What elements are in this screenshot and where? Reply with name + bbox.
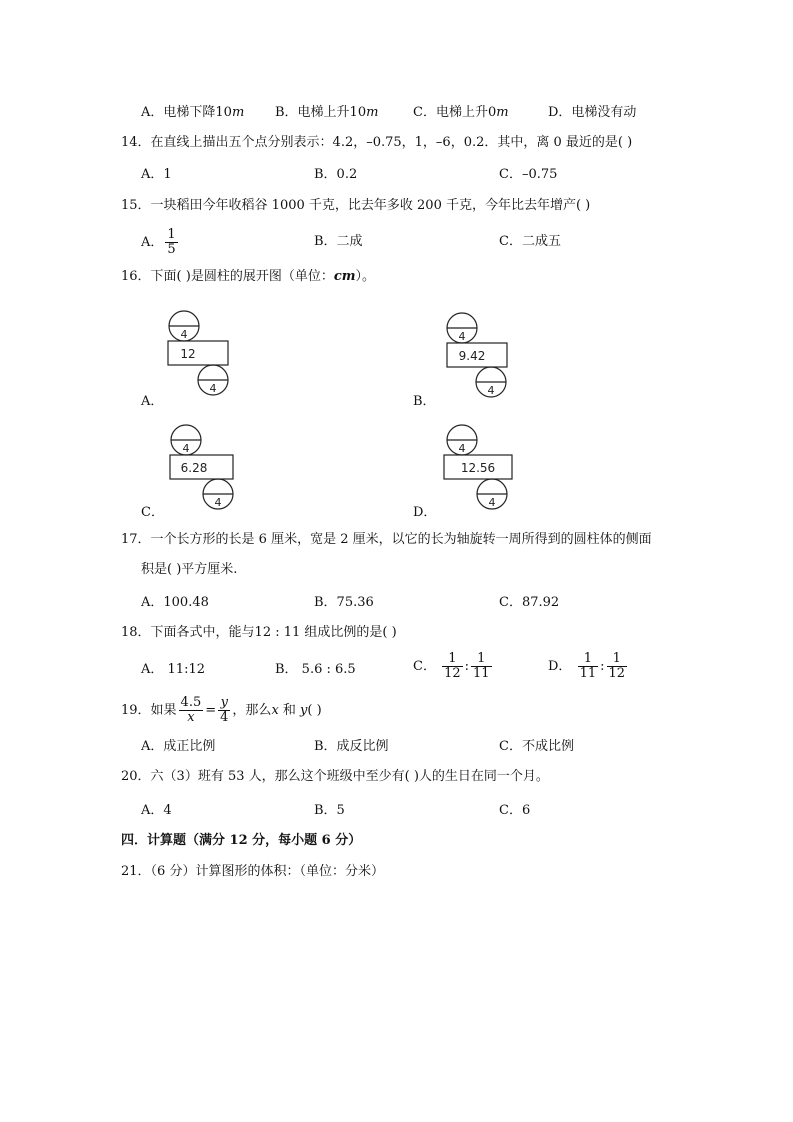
q16-figure-b <box>440 306 520 402</box>
q19-prefix: 19．如果 <box>121 703 177 718</box>
bottom-circle-label: 4 <box>214 496 222 509</box>
unit-m: m <box>496 105 509 120</box>
q17-option-b: B．75.36 <box>314 595 374 610</box>
unit-m: m <box>366 105 379 120</box>
q14-option-b: B．0.2 <box>314 167 358 182</box>
q13-option-c-text: C．电梯上升0 <box>413 105 497 120</box>
equals-sign: = <box>205 703 217 718</box>
side-rectangle <box>168 341 228 365</box>
q16-stem-end: ）。 <box>355 269 376 284</box>
q14-stem: 14．在直线上描出五个点分别表示：4.2，–0.75，1，–6，0.2．其中，离 0 最近的是( ) <box>121 135 633 150</box>
q16-option-c-label: C． <box>141 505 164 520</box>
q13-option-d: D．电梯没有动 <box>548 105 637 120</box>
fraction <box>179 696 204 725</box>
q16-figure-c <box>160 418 250 514</box>
q18-option-c-label: C． <box>413 659 436 674</box>
top-circle-label: 4 <box>458 330 466 343</box>
q19-stem <box>121 696 322 725</box>
fraction-numerator: 1 <box>607 652 628 667</box>
bottom-circle-label: 4 <box>209 382 217 395</box>
fraction-numerator: 1 <box>442 652 463 667</box>
q17-stem-line2: 积是( )平方厘米. <box>141 562 238 577</box>
top-circle-label: 4 <box>182 442 190 455</box>
q13-option-b <box>275 103 378 123</box>
q16-stem-text: 16．下面( )是圆柱的展开图（单位： <box>121 269 334 284</box>
fraction <box>165 228 177 257</box>
section-title: 四．计算题（满分 12 分，每小题 6 分） <box>121 833 362 848</box>
fraction-numerator: y <box>218 696 230 711</box>
fraction <box>442 652 463 681</box>
fraction-denominator: 11 <box>579 666 597 681</box>
q20-stem: 20．六（3）班有 53 人，那么这个班级中至少有( )人的生日在同一个月。 <box>121 769 549 784</box>
q21-stem: 21．（6 分）计算图形的体积：（单位：分米） <box>121 864 384 879</box>
top-circle-label: 4 <box>458 442 466 455</box>
q16-option-a-label: A． <box>141 394 164 409</box>
fraction-denominator: 4 <box>220 710 229 725</box>
unit-m: m <box>231 105 245 120</box>
fraction-denominator: 12 <box>444 666 461 681</box>
q13-option-a-text: A．电梯下降10 <box>141 105 232 120</box>
q19-option-c: C．不成比例 <box>499 739 574 754</box>
rect-label: 12.56 <box>460 461 496 475</box>
fraction-denominator: 11 <box>473 666 490 681</box>
q13-option-c <box>413 103 509 123</box>
fraction-numerator: 4.5 <box>180 695 202 710</box>
fraction-numerator: 1 <box>167 227 176 242</box>
fraction <box>218 696 230 725</box>
q20-option-b: B．5 <box>314 803 345 818</box>
bottom-circle-label: 4 <box>487 384 495 397</box>
q15-stem: 15．一块稻田今年收稻谷 1000 千克，比去年多收 200 千克，今年比去年增产( ) <box>121 198 591 213</box>
ratio-separator: : <box>464 659 470 674</box>
rect-label: 12 <box>180 347 196 361</box>
q18-option-d <box>548 652 629 681</box>
q19-option-a: A．成正比例 <box>141 739 216 754</box>
q18-option-b: B． 5.6 : 6.5 <box>275 662 356 677</box>
q19-blank: ( ) <box>307 703 322 718</box>
q17-option-a: A．100.48 <box>141 595 209 610</box>
q18-option-a: A． 11:12 <box>141 662 205 677</box>
q16-figure-d <box>440 418 530 514</box>
q20-option-a: A．4 <box>141 803 172 818</box>
top-circle-label: 4 <box>180 328 188 341</box>
q16-unit: cm <box>333 269 356 284</box>
q16-figure-a <box>160 306 240 402</box>
fraction-numerator: 1 <box>471 652 492 667</box>
ratio-separator: : <box>600 659 605 674</box>
q19-mid: ，那么 <box>232 703 272 718</box>
q19-option-b: B．成反比例 <box>314 739 389 754</box>
fraction-denominator: x <box>187 710 195 725</box>
q16-option-b-label: B． <box>413 394 436 409</box>
q18-stem: 18．下面各式中，能与12 : 11 组成比例的是( ) <box>121 625 397 640</box>
fraction-numerator: 1 <box>578 652 599 667</box>
q14-option-c: C．–0.75 <box>499 167 558 182</box>
variable-x: x <box>271 703 279 718</box>
fraction-denominator: 5 <box>167 242 176 257</box>
q20-option-c: C．6 <box>499 803 531 818</box>
q15-option-a <box>141 228 180 257</box>
q17-option-c: C．87.92 <box>499 595 560 610</box>
q17-stem-line1: 17．一个长方形的长是 6 厘米，宽是 2 厘米，以它的长为轴旋转一周所得到的圆柱体的侧面 <box>121 532 652 547</box>
q14-option-a: A．1 <box>141 167 172 182</box>
q18-option-d-label: D． <box>548 659 572 674</box>
fraction-denominator: 12 <box>608 666 626 681</box>
q15-option-c: C．二成五 <box>499 234 561 249</box>
rect-label: 6.28 <box>180 461 208 475</box>
bottom-circle-label: 4 <box>488 496 496 509</box>
q19-and: 和 <box>278 703 301 718</box>
rect-label: 9.42 <box>458 349 486 363</box>
variable-y: y <box>300 703 308 718</box>
q16-stem <box>121 267 375 287</box>
q15-option-a-label: A． <box>141 235 164 250</box>
q13-option-a <box>141 103 244 123</box>
q16-option-d-label: D． <box>413 505 437 520</box>
fraction <box>578 652 599 681</box>
fraction <box>471 652 492 681</box>
q15-option-b: B．二成 <box>314 234 363 249</box>
q13-option-b-text: B．电梯上升10 <box>275 105 367 120</box>
fraction <box>607 652 628 681</box>
q18-option-c <box>413 652 494 681</box>
